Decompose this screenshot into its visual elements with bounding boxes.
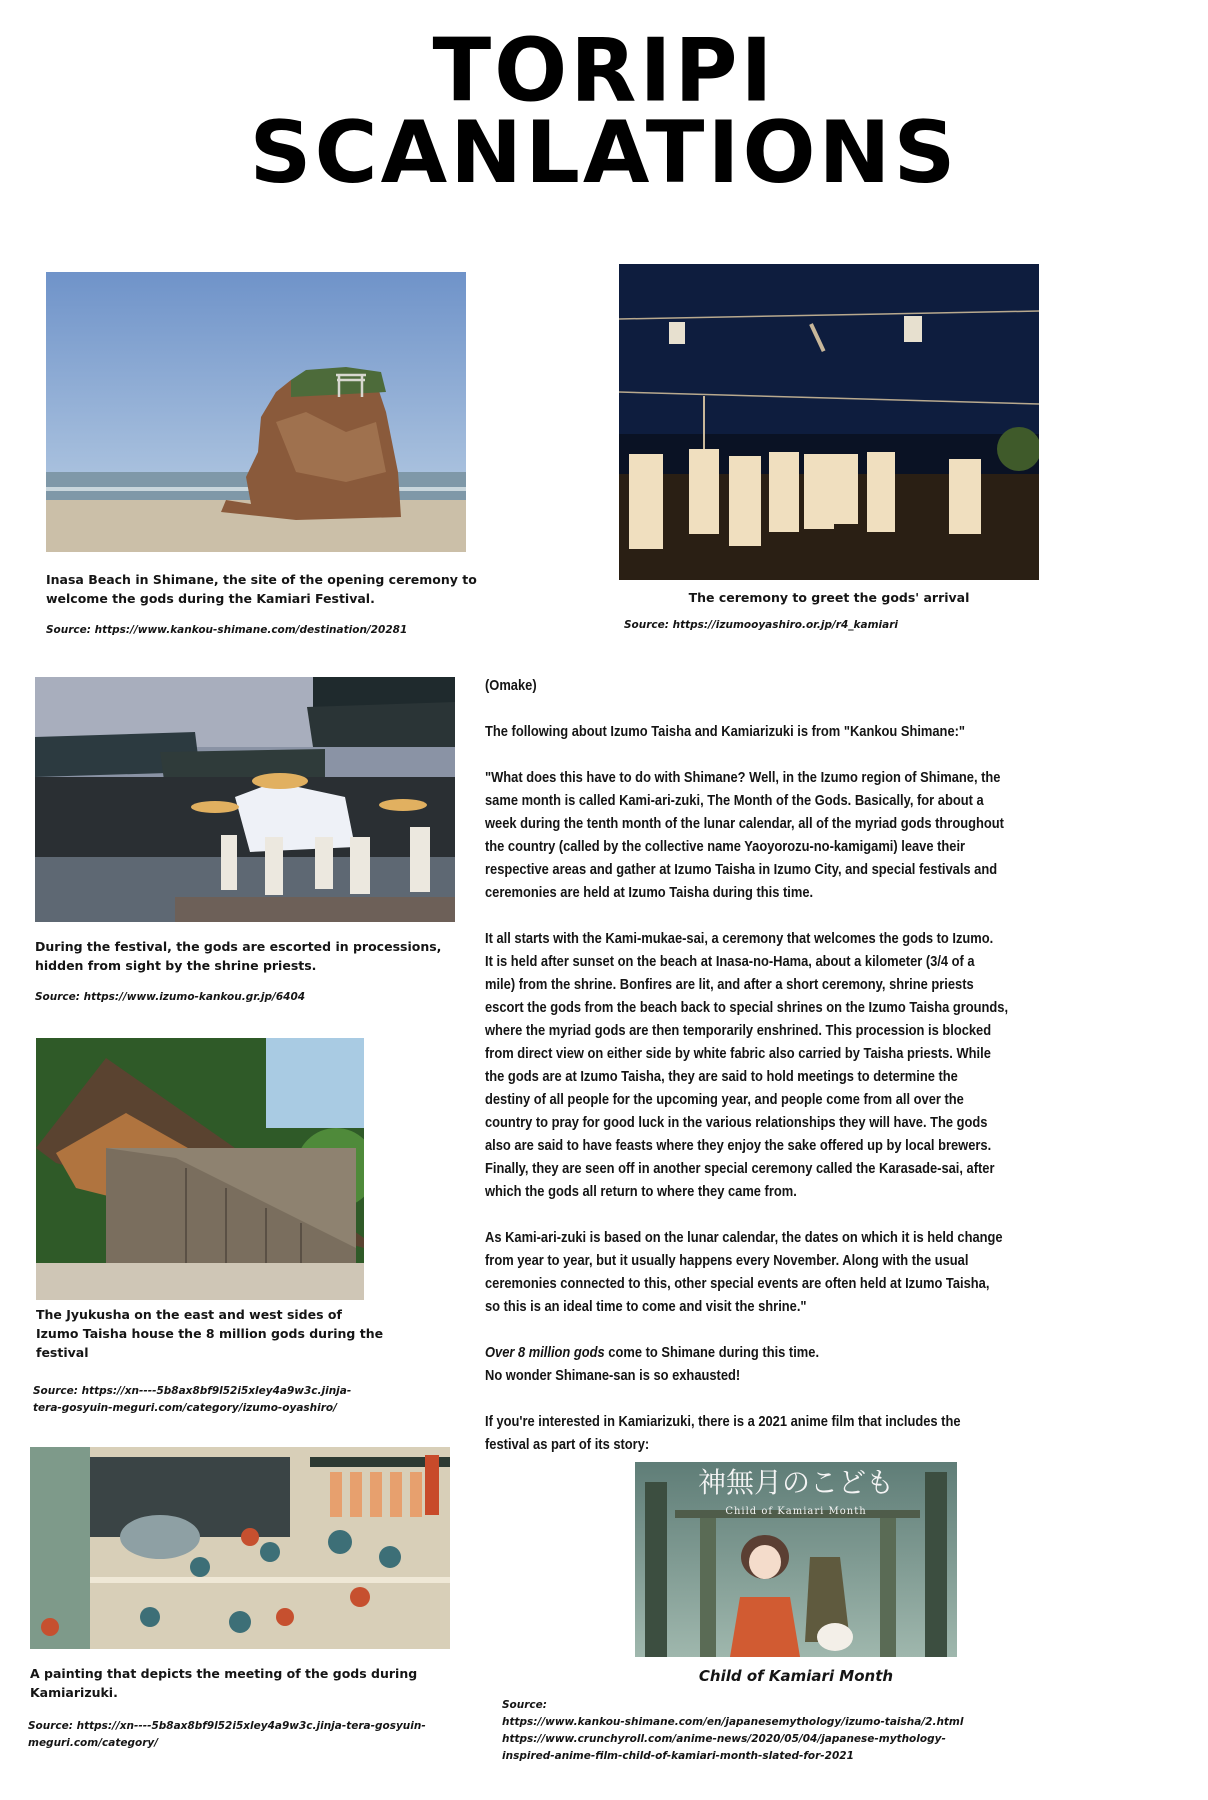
caption-line: The ceremony to greet the gods' arrival	[688, 590, 970, 605]
text-line: destiny of all people for the upcoming year, and people come from all over the	[485, 1091, 964, 1108]
text-line: ceremonies connected to this, other special events are often held at Izumo Taisha,	[485, 1275, 990, 1292]
poster-jp-title: 神無月のこども	[697, 1466, 895, 1499]
article-paragraph-1	[485, 766, 1185, 904]
anime-source	[502, 1697, 1002, 1765]
text-line: It all starts with the Kami-mukae-sai, a ceremony that welcomes the gods to Izumo.	[485, 930, 994, 947]
inasa-beach-source	[46, 622, 486, 639]
jyukusha-photo	[36, 1038, 364, 1300]
text-line: respective areas and gather at Izumo Taisha in Izumo City, and special festivals and	[485, 861, 998, 878]
text-line	[485, 1341, 1087, 1364]
text-line: mile) from the shrine. Bonfires are lit, and after a short ceremony, shrine priests	[485, 976, 974, 993]
article-anime-note	[485, 1410, 1185, 1456]
text-line: festival as part of its story:	[485, 1436, 650, 1453]
caption-line: welcome the gods during the Kamiari Festival.	[46, 591, 375, 606]
caption-line: A painting that depicts the meeting of the gods during	[30, 1666, 418, 1681]
source-line[interactable]: https://www.crunchyroll.com/anime-news/2020/05/04/japanese-mythology-	[502, 1733, 946, 1745]
text-line: ceremonies are held at Izumo Taisha during this time.	[485, 884, 814, 901]
caption-line: Kamiarizuki.	[30, 1685, 118, 1700]
text-line: If you're interested in Kamiarizuki, there is a 2021 anime film that includes the	[485, 1413, 961, 1430]
source-line[interactable]: Source: https://xn----5b8ax8bf9l52i5xley4a9w3c.jinja-	[33, 1385, 352, 1397]
note-emphasis: Over 8 million gods	[485, 1344, 605, 1361]
note-rest: come to Shimane during this time.	[604, 1344, 820, 1361]
text-line: from year to year, but it usually happens every November. Along with the usual	[485, 1252, 969, 1269]
article-intro: The following about Izumo Taisha and Kamiarizuki is from "Kankou Shimane:"	[485, 723, 966, 740]
source-line[interactable]: Source: https://xn----5b8ax8bf9l52i5xley4a9w3c.jinja-tera-gosyuin-	[28, 1720, 426, 1732]
caption-line: festival	[36, 1345, 89, 1360]
source-line[interactable]: Source: https://www.kankou-shimane.com/destination/20281	[46, 624, 408, 636]
poster-en-title: Child of Kamiari Month	[725, 1506, 867, 1517]
text-line: the country (called by the collective name Yaoyorozu-no-kamigami) leave their	[485, 838, 966, 855]
text-line: Finally, they are seen off in another special ceremony called the Karasade-sai, after	[485, 1160, 995, 1177]
source-line[interactable]: meguri.com/category/	[28, 1737, 159, 1749]
procession-photo	[35, 677, 455, 922]
article-heading: (Omake)	[485, 677, 537, 694]
source-line[interactable]: tera-gosyuin-meguri.com/category/izumo-oyashiro/	[33, 1402, 337, 1414]
scanlator-title-line2: SCANLATIONS	[249, 103, 959, 203]
text-line: country to pray for good luck in the various relationships they will have. The gods	[485, 1114, 988, 1131]
ceremony-night-photo	[619, 264, 1039, 580]
text-line: from direct view on either side by white fabric also carried by Taisha priests. While	[485, 1045, 991, 1062]
text-line: week during the tenth month of the lunar calendar, all of the myriad gods throughout	[485, 815, 1004, 832]
caption-line: Izumo Taisha house the 8 million gods during the	[36, 1326, 384, 1341]
caption-line: The Jyukusha on the east and west sides of	[36, 1307, 342, 1322]
anime-poster-caption: Child of Kamiari Month	[698, 1667, 894, 1685]
omake-article	[485, 674, 1185, 1456]
painting-source	[28, 1718, 468, 1752]
text-line: It is held after sunset on the beach at Inasa-no-Hama, about a kilometer (3/4 of a	[485, 953, 975, 970]
text-line: also are said to have feasts where they enjoy the sake offered up by local brewers.	[485, 1137, 992, 1154]
source-line[interactable]: https://www.kankou-shimane.com/en/japanesemythology/izumo-taisha/2.html	[502, 1716, 964, 1728]
text-line: where the myriad gods are then temporarily enshrined. This procession is blocked	[485, 1022, 992, 1039]
text-line: As Kami-ari-zuki is based on the lunar calendar, the dates on which it is held change	[485, 1229, 1003, 1246]
source-line[interactable]: inspired-anime-film-child-of-kamiari-month-slated-for-2021	[502, 1750, 854, 1762]
source-line[interactable]: Source: https://www.izumo-kankou.gr.jp/6404	[35, 991, 306, 1003]
article-note	[485, 1341, 1185, 1387]
article-paragraph-2	[485, 927, 1185, 1203]
gods-meeting-painting	[30, 1447, 450, 1649]
source-line[interactable]: Source: https://izumooyashiro.or.jp/r4_kamiari	[624, 619, 899, 631]
inasa-beach-photo	[46, 272, 466, 552]
text-line: the gods are at Izumo Taisha, they are said to hold meetings to determine the	[485, 1068, 958, 1085]
source-label: Source:	[502, 1699, 547, 1711]
text-line: which the gods all return to where they came from.	[485, 1183, 797, 1200]
ceremony-night-caption	[619, 588, 1039, 607]
jyukusha-caption	[36, 1305, 436, 1362]
text-line: No wonder Shimane-san is so exhausted!	[485, 1367, 741, 1384]
procession-source	[35, 989, 475, 1006]
caption-line: hidden from sight by the shrine priests.	[35, 958, 317, 973]
scanlator-title-line1: TORIPI	[432, 20, 776, 122]
text-line: escort the gods from the beach back to special shrines on the Izumo Taisha grounds,	[485, 999, 1009, 1016]
painting-caption	[30, 1664, 470, 1702]
article-paragraph-3	[485, 1226, 1185, 1318]
text-line: same month is called Kami-ari-zuki, The Month of the Gods. Basically, for about a	[485, 792, 984, 809]
ceremony-night-source	[624, 617, 1044, 634]
procession-caption	[35, 937, 475, 975]
caption-line: Inasa Beach in Shimane, the site of the opening ceremony to	[46, 572, 477, 587]
jyukusha-source	[33, 1383, 453, 1417]
text-line: so this is an ideal time to come and visit the shrine."	[485, 1298, 807, 1315]
text-line: "What does this have to do with Shimane? Well, in the Izumo region of Shimane, the	[485, 769, 1001, 786]
caption-line: During the festival, the gods are escorted in processions,	[35, 939, 442, 954]
anime-poster	[635, 1462, 957, 1657]
inasa-beach-caption	[46, 570, 486, 608]
